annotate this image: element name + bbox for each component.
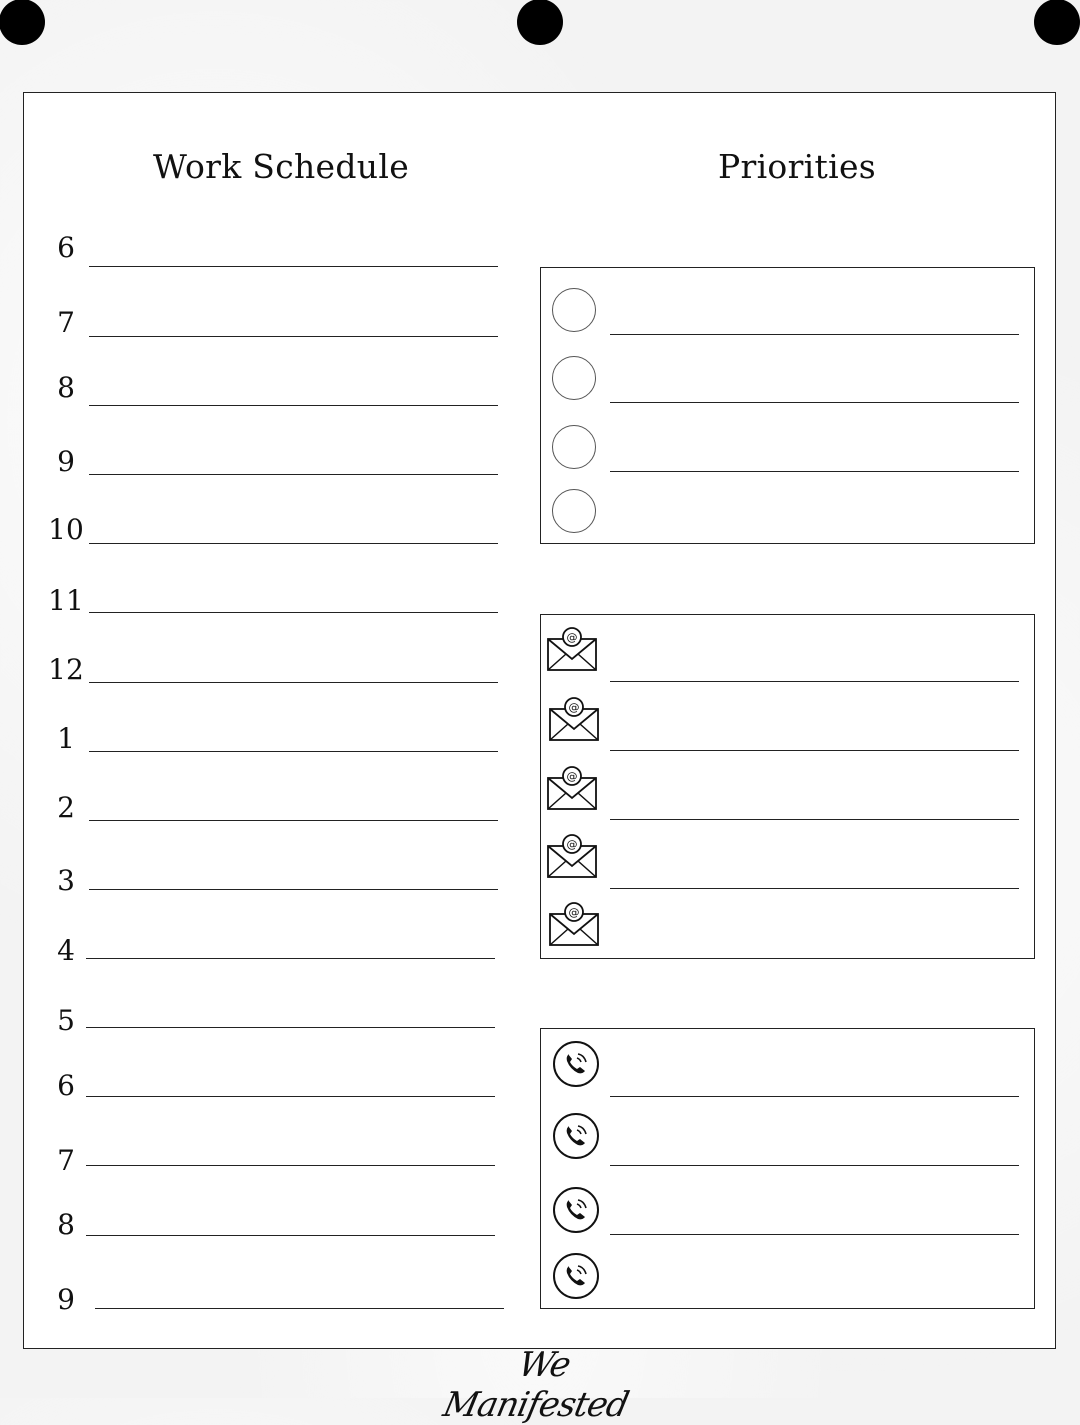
schedule-line[interactable] <box>89 820 498 821</box>
priorities-heading: Priorities <box>718 147 877 186</box>
priority-line[interactable] <box>610 750 1019 751</box>
schedule-line[interactable] <box>86 1165 495 1166</box>
circle-checkbox-icon[interactable] <box>552 356 596 400</box>
hour-label: 6 <box>57 1069 75 1102</box>
svg-text:@: @ <box>566 631 578 644</box>
envelope-at-icon <box>548 697 600 743</box>
schedule-line[interactable] <box>89 889 498 890</box>
hour-label: 4 <box>57 934 75 967</box>
priority-line[interactable] <box>610 1165 1019 1166</box>
schedule-line[interactable] <box>86 1027 495 1028</box>
priority-line[interactable] <box>610 334 1019 335</box>
schedule-line[interactable] <box>89 474 498 475</box>
envelope-at-icon <box>546 627 598 673</box>
priorities-email-box <box>540 614 1035 959</box>
priority-line[interactable] <box>610 1234 1019 1235</box>
schedule-line[interactable] <box>86 958 495 959</box>
envelope-at-icon <box>546 766 598 812</box>
circle-checkbox-icon[interactable] <box>552 425 596 469</box>
hour-label: 9 <box>57 445 75 478</box>
binder-hole-left <box>0 0 45 45</box>
svg-text:@: @ <box>566 770 578 783</box>
hour-label: 7 <box>57 1144 75 1177</box>
priority-line[interactable] <box>610 471 1019 472</box>
priority-line[interactable] <box>610 888 1019 889</box>
priority-line[interactable] <box>610 819 1019 820</box>
priority-line[interactable] <box>610 681 1019 682</box>
priority-line[interactable] <box>610 1096 1019 1097</box>
phone-circle-icon <box>552 1252 600 1300</box>
phone-circle-icon <box>552 1186 600 1234</box>
schedule-line[interactable] <box>89 612 498 613</box>
phone-circle-icon <box>552 1112 600 1160</box>
brand-signature: We Manifested <box>439 1345 632 1425</box>
svg-text:@: @ <box>566 838 578 851</box>
hour-label: 2 <box>57 791 75 824</box>
schedule-line[interactable] <box>89 336 498 337</box>
circle-checkbox-icon[interactable] <box>552 288 596 332</box>
hour-label: 10 <box>48 513 84 546</box>
schedule-line[interactable] <box>89 543 498 544</box>
hour-label: 5 <box>57 1004 75 1037</box>
priority-line[interactable] <box>610 402 1019 403</box>
work-schedule-heading: Work Schedule <box>153 147 410 186</box>
hour-label: 8 <box>57 1208 75 1241</box>
schedule-line[interactable] <box>95 1308 504 1309</box>
hour-label: 9 <box>57 1283 75 1316</box>
priorities-call-box <box>540 1028 1035 1309</box>
binder-hole-right <box>1034 0 1080 45</box>
schedule-line[interactable] <box>86 1096 495 1097</box>
hour-label: 3 <box>57 864 75 897</box>
envelope-at-icon <box>548 902 600 948</box>
svg-text:@: @ <box>568 906 580 919</box>
priorities-todo-box <box>540 267 1035 544</box>
schedule-line[interactable] <box>89 266 498 267</box>
schedule-line[interactable] <box>89 682 498 683</box>
binder-hole-center <box>517 0 563 45</box>
hour-label: 11 <box>48 584 84 617</box>
schedule-line[interactable] <box>86 1235 495 1236</box>
hour-label: 6 <box>57 231 75 264</box>
svg-text:@: @ <box>568 701 580 714</box>
hour-label: 12 <box>48 653 84 686</box>
envelope-at-icon <box>546 834 598 880</box>
phone-circle-icon <box>552 1040 600 1088</box>
schedule-line[interactable] <box>89 751 498 752</box>
hour-label: 8 <box>57 371 75 404</box>
hour-label: 7 <box>57 306 75 339</box>
hour-label: 1 <box>57 722 75 755</box>
schedule-line[interactable] <box>89 405 498 406</box>
circle-checkbox-icon[interactable] <box>552 489 596 533</box>
